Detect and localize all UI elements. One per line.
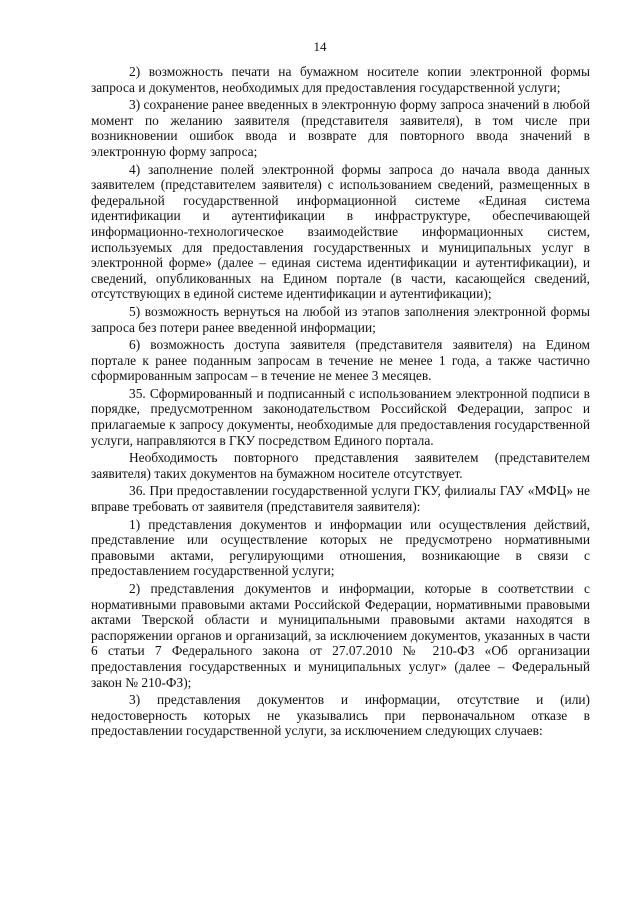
paragraph-clause-36: 36. При предоставлении государственной услуги ГКУ, филиалы ГАУ «МФЦ» не вправе требовать от заявителя (представителя заявителя): xyxy=(91,483,590,515)
paragraph-clause-35: 35. Сформированный и подписанный с использованием электронной подписи в порядке, предусмотренном законодательством Российской Федерации, запрос и прилагаемые к запросу документы, необходимые для предоставления государственной услуги, направляются в ГКУ посредством Единого портала. xyxy=(91,385,590,448)
paragraph-item-2: 2) возможность печати на бумажном носителе копии электронной формы запроса и документов, необходимых для предоставления государственной услуги; xyxy=(91,64,590,95)
paragraph-item-5: 5) возможность вернуться на любой из этапов заполнения электронной формы запроса без потери ранее введенной информации; xyxy=(91,303,590,335)
paragraph-clause-36-item-1: 1) представления документов и информации или осуществления действий, представление или осуществление которых не предусмотрено нормативными правовыми актами, регулирующими отношения, возникающие в связи с предоставлением государственной услуги; xyxy=(91,516,590,579)
page-number: 14 xyxy=(313,39,327,54)
paragraph-item-4: 4) заполнение полей электронной формы запроса до начала ввода данных заявителем (представителем заявителя) с использованием сведений, размещенных в федеральной государственной информационной системе «Единая система идентификации и аутентификации в инфраструктуре, обеспечивающей информационно-технологическое взаимодействие информационных систем, используемых для предоставления государственных и муниципальных услуг в электронной форме» (далее – единая система идентификации и аутентификации), и сведений, опубликованных на Едином портале (в части, касающейся сведений, отсутствующих в единой системе идентификации и аутентификации); xyxy=(91,161,590,302)
paragraph-clause-36-item-2: 2) представления документов и информации, которые в соответствии с нормативными правовыми актами Российской Федерации, нормативными правовыми актами Тверской области и муниципальными правовыми актами находятся в распоряжении органов и организаций, за исключением документов, указанных в части 6 статьи 7 Федерального закона от 27.07.2010 № 210-ФЗ «Об организации предоставления государственных и муниципальных услуг» (далее – Федеральный закон № 210-ФЗ); xyxy=(91,581,590,690)
paragraph-clause-36-item-3: 3) представления документов и информации, отсутствие и (или) недостоверность которых не указывались при первоначальном отказе в предоставлении государственной услуги, за исключением следующих случаев: xyxy=(91,692,590,739)
paragraph-clause-35-note: Необходимость повторного представления заявителем (представителем заявителя) таких документов на бумажном носителе отсутствует. xyxy=(91,450,590,481)
document-body xyxy=(91,64,590,741)
paragraph-item-3: 3) сохранение ранее введенных в электронную форму запроса значений в любой момент по желанию заявителя (представителя заявителя), в том числе при возникновении ошибок ввода и возврате для повторного ввода значений в электронную форму запроса; xyxy=(91,97,590,159)
paragraph-item-6: 6) возможность доступа заявителя (представителя заявителя) на Едином портале к ранее поданным запросам в течение не менее 1 года, а также частично сформированным запросам – в течение не менее 3 месяцев. xyxy=(91,337,590,384)
